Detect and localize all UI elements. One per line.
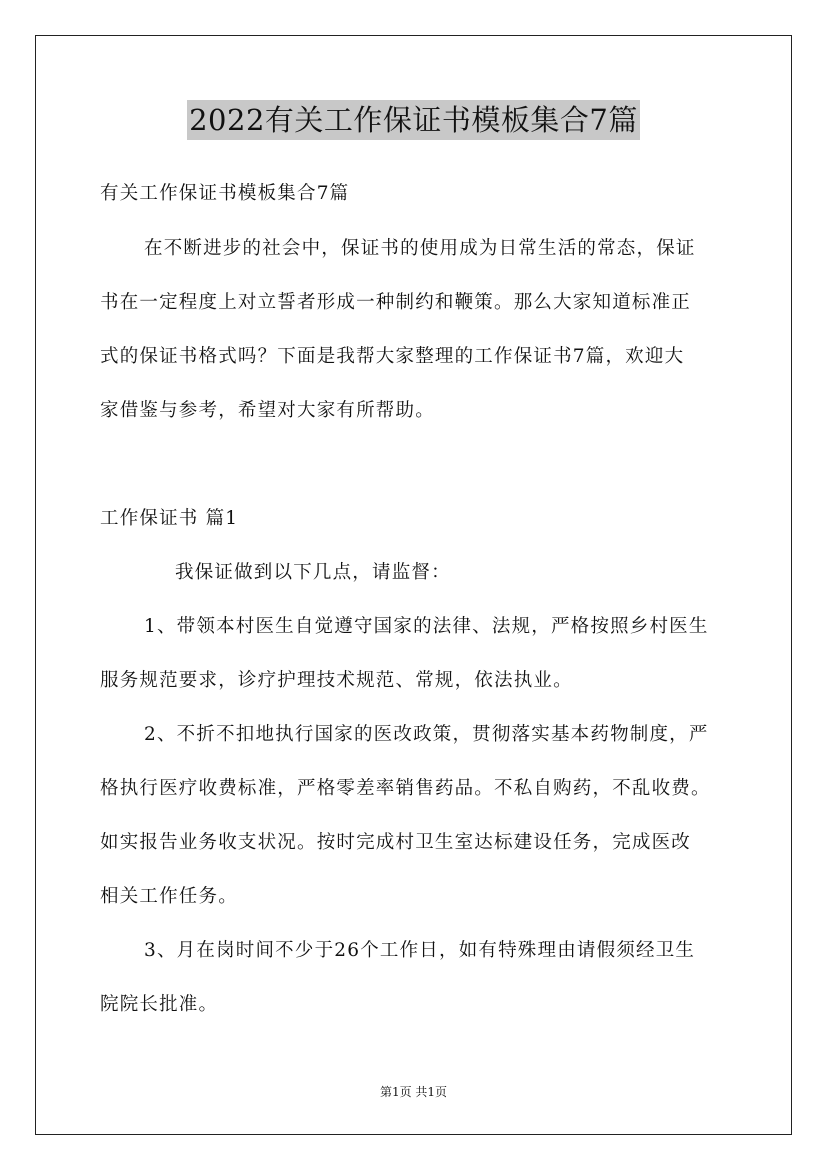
page-number: 第1页 共1页 <box>379 1085 448 1099</box>
item2-line-2: 格执行医疗收费标准，严格零差率销售药品。不私自购药，不乱收费。 <box>100 778 711 799</box>
intro-line-3: 式的保证书格式吗？下面是我帮大家整理的工作保证书7篇，欢迎大 <box>100 346 685 367</box>
intro-line-1: 在不断进步的社会中，保证书的使用成为日常生活的常态，保证 <box>144 238 696 259</box>
intro-line-2: 书在一定程度上对立誓者形成一种制约和鞭策。那么大家知道标准正 <box>100 292 692 313</box>
pledge-intro: 我保证做到以下几点，请监督： <box>175 562 451 583</box>
item2-line-3: 如实报告业务收支状况。按时完成村卫生室达标建设任务，完成医改 <box>100 832 692 853</box>
intro-line-4: 家借鉴与参考，希望对大家有所帮助。 <box>100 400 435 421</box>
item2-line-1: 2、不折不扣地执行国家的医改政策，贯彻落实基本药物制度，严 <box>144 724 709 745</box>
item3-line-2: 院院长批准。 <box>100 994 219 1015</box>
document-subtitle: 有关工作保证书模板集合7篇 <box>100 183 350 204</box>
item3-line-1: 3、月在岗时间不少于26个工作日，如有特殊理由请假须经卫生 <box>144 940 696 961</box>
page-footer <box>0 1083 827 1101</box>
section-heading: 工作保证书 篇1 <box>100 508 239 529</box>
item1-line-1: 1、带领本村医生自觉遵守国家的法律、法规，严格按照乡村医生 <box>144 616 709 637</box>
item1-line-2: 服务规范要求，诊疗护理技术规范、常规，依法执业。 <box>100 670 573 691</box>
item2-line-4: 相关工作任务。 <box>100 886 238 907</box>
document-title: 2022有关工作保证书模板集合7篇 <box>187 100 640 140</box>
title-container <box>0 100 827 140</box>
